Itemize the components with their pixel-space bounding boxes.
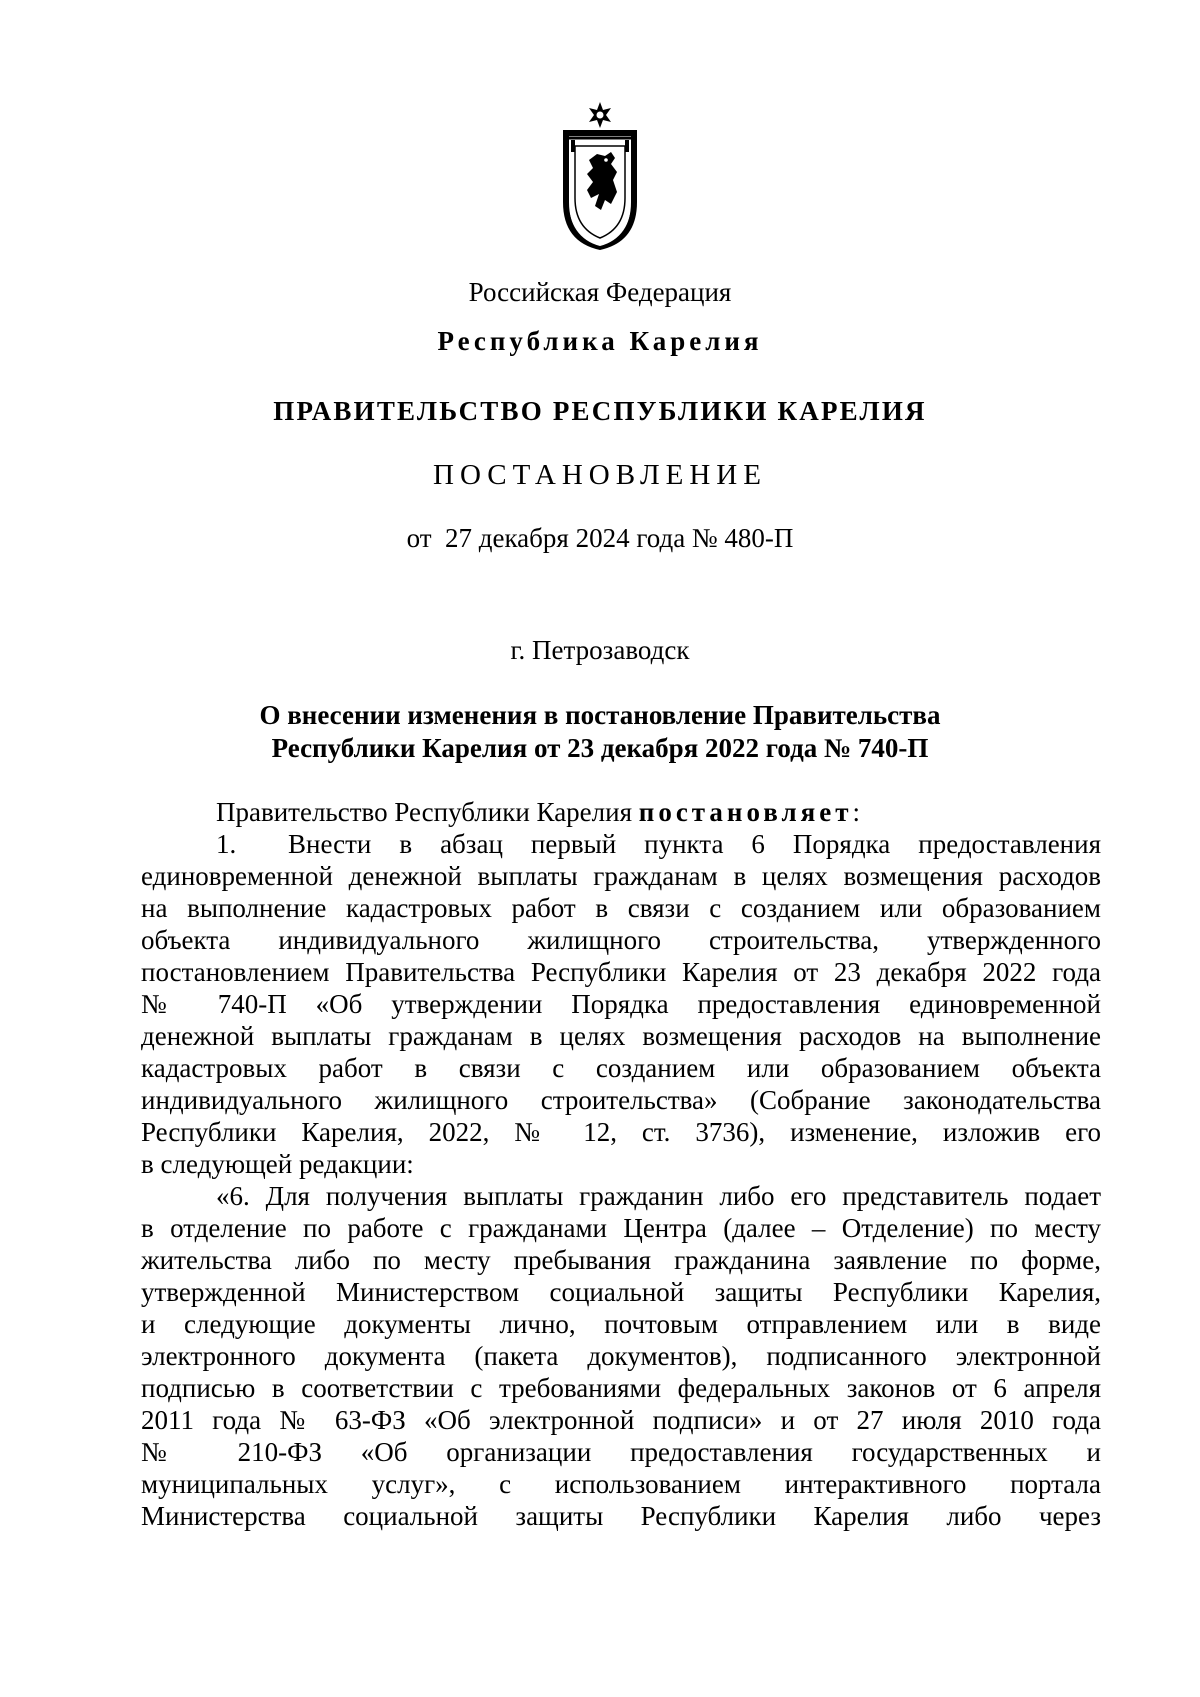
item-1-line: в следующей редакции: [141, 1149, 414, 1179]
quote-line: и следующие документы лично, почтовым отправлением или в виде [141, 1309, 1101, 1339]
document-body [141, 796, 1101, 1532]
quote-line: жительства либо по месту пребывания гражданина заявление по форме, [141, 1245, 1101, 1275]
item-1-line: индивидуального жилищного строительства» (Собрание законодательства [141, 1085, 1101, 1115]
quote-line: 2011 года № 63-ФЗ «Об электронной подписи» и от 27 июля 2010 года [141, 1405, 1101, 1435]
quote-line: муниципальных услуг», с использованием интерактивного портала [141, 1469, 1101, 1499]
republic-name: Республика Карелия [437, 326, 763, 356]
quote-line: электронного документа (пакета документов), подписанного электронной [141, 1341, 1101, 1371]
quote-line: № 210-ФЗ «Об организации предоставления государственных и [141, 1437, 1101, 1467]
government-name: ПРАВИТЕЛЬСТВО РЕСПУБЛИКИ КАРЕЛИЯ [273, 396, 927, 426]
item-1-line: кадастровых работ в связи с созданием или образованием объекта [141, 1053, 1101, 1083]
item-1-line: денежной выплаты гражданам в целях возмещения расходов на выполнение [141, 1021, 1101, 1051]
item-1-line: № 740-П «Об утверждении Порядка предоставления единовременной [141, 989, 1101, 1019]
quote-line: «6. Для получения выплаты гражданин либо его представитель подает [216, 1181, 1101, 1211]
decree-verb: постановляет [638, 797, 853, 827]
city-name: г. Петрозаводск [510, 635, 690, 665]
item-1-line: объекта индивидуального жилищного строительства, утвержденного [141, 925, 1101, 955]
quote-line: утвержденной Министерством социальной защиты Республики Карелия, [141, 1277, 1101, 1307]
item-1-line: на выполнение кадастровых работ в связи с созданием или образованием [141, 893, 1101, 923]
document-type: ПОСТАНОВЛЕНИЕ [433, 459, 767, 491]
quote-line: в отделение по работе с гражданами Центра (далее – Отделение) по месту [141, 1213, 1101, 1243]
item-1-line: единовременной денежной выплаты гражданам в целях возмещения расходов [141, 861, 1101, 891]
document-title-line-2: Республики Карелия от 23 декабря 2022 года № 740-П [271, 733, 929, 763]
document-title-line-1: О внесении изменения в постановление Правительства [259, 700, 941, 730]
intro-paragraph: Правительство Республики Карелия постановляет: [216, 797, 861, 827]
item-1-line: Республики Карелия, 2022, № 12, ст. 3736), изменение, изложив его [141, 1117, 1101, 1147]
quote-line: подписью в соответствии с требованиями федеральных законов от 6 апреля [141, 1373, 1101, 1403]
quote-line: Министерства социальной защиты Республики Карелия либо через [141, 1501, 1101, 1531]
item-1-number: 1. [216, 829, 237, 859]
karelia-coat-of-arms-icon [561, 100, 639, 250]
item-1-line: 1. Внести в абзац первый пункта 6 Порядка предоставления [216, 829, 1101, 859]
country-name: Российская Федерация [468, 277, 732, 307]
item-1-line: постановлением Правительства Республики Карелия от 23 декабря 2022 года [141, 957, 1101, 987]
document-date-number: от 27 декабря 2024 года № 480-П [406, 523, 794, 553]
